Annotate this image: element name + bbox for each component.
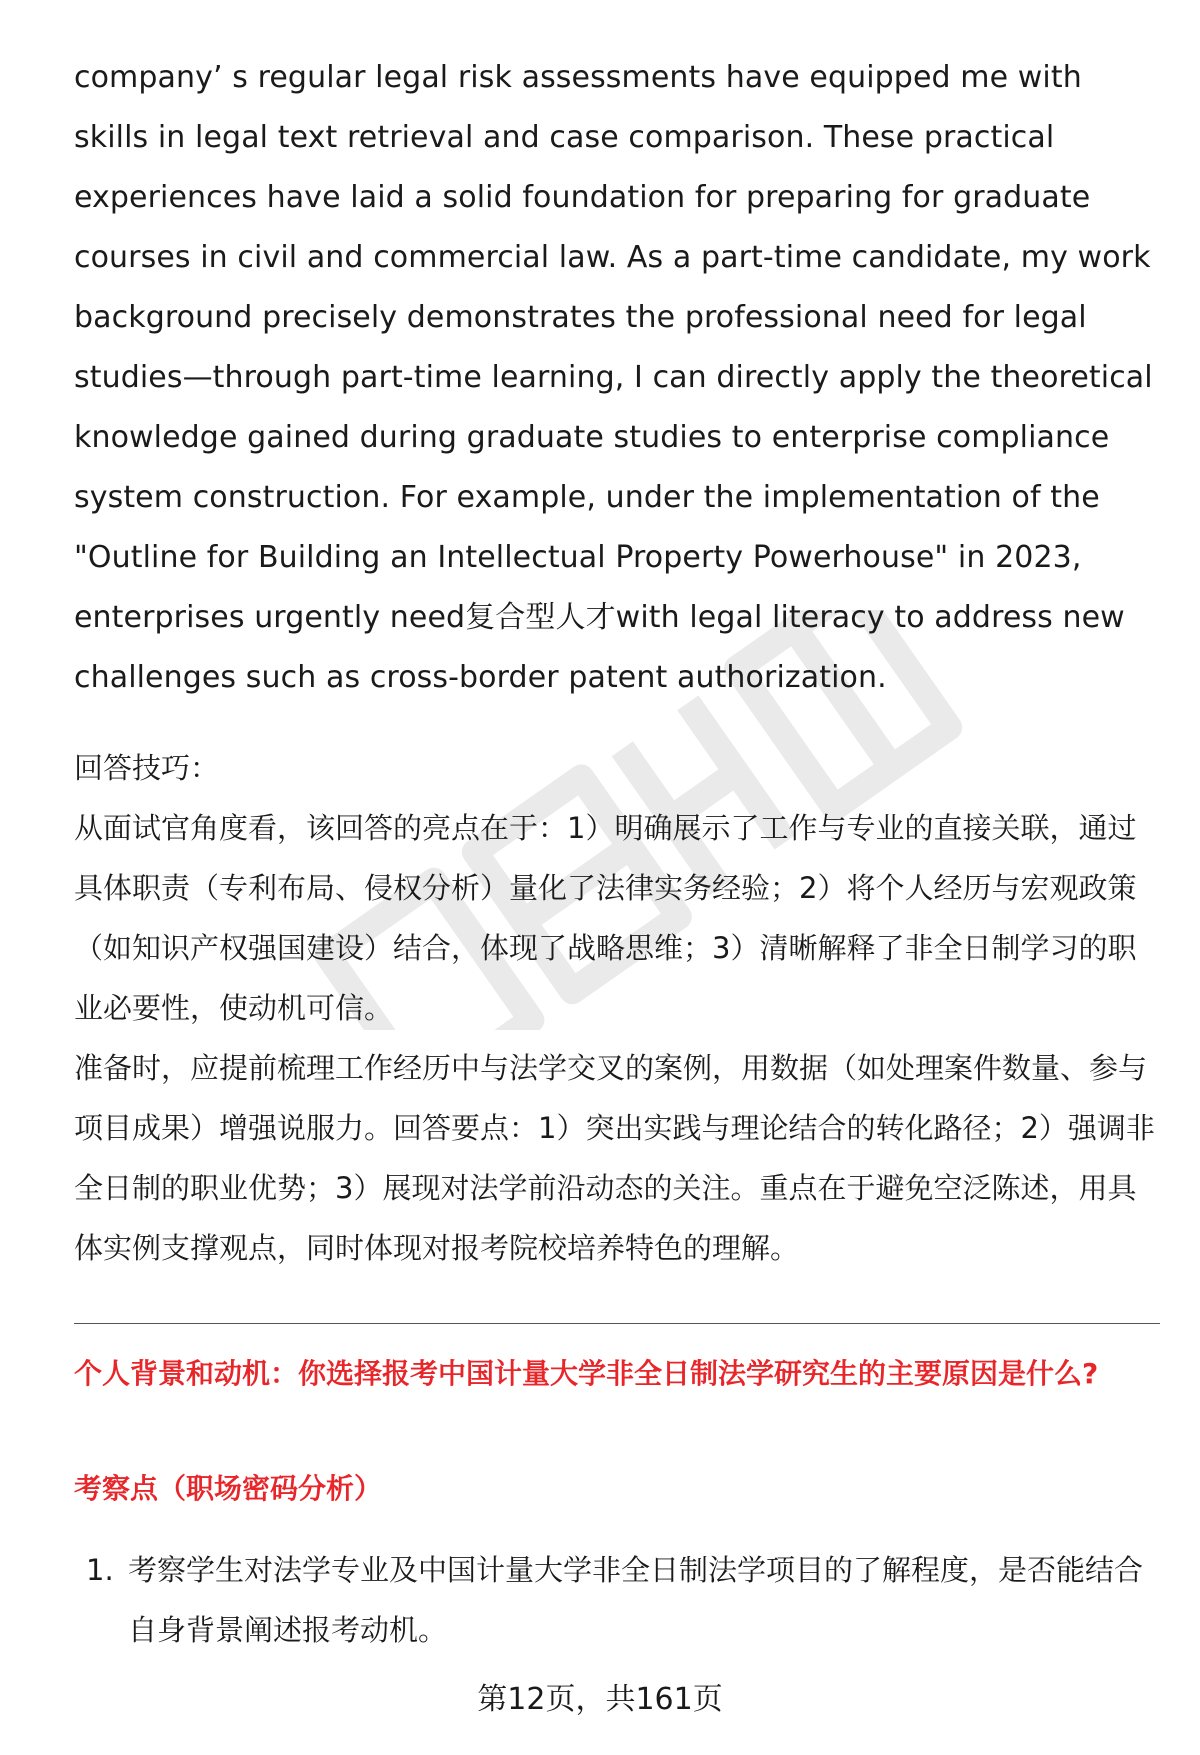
page-body — [74, 48, 1160, 1278]
tips-paragraph: 准备时，应提前梳理工作经历中与法学交叉的案例，用数据（如处理案件数量、参与项目成果）增强说服力。回答要点：1）突出实践与理论结合的转化路径；2）强调非全日制的职业优势；3）展现对法学前沿动态的关注。重点在于避免空泛陈述，用具体实例支撑观点，同时体现对报考院校培养特色的理解。 — [74, 1051, 1155, 1265]
question-heading: 个人背景和动机：你选择报考中国计量大学非全日制法学研究生的主要原因是什么? — [74, 1357, 1099, 1390]
tips-paragraph: 从面试官角度看，该回答的亮点在于：1）明确展示了工作与专业的直接关联，通过具体职责（专利布局、侵权分析）量化了法律实务经验；2）将个人经历与宏观政策（如知识产权强国建设）结合，体现了战略思维；3）清晰解释了非全日制学习的职业必要性，使动机可信。 — [74, 811, 1137, 1025]
body-paragraph: company’ s regular legal risk assessments have equipped me with skills in legal text retrieval and case comparison. These practical experiences have laid a solid foundation for preparing for graduate courses in civil and commercial law. As a part-time candidate, my work background precisely demonstrates the professional need for legal studies—through part-time learning, I can directly apply the theoretical knowledge gained during graduate studies to enterprise compliance system construction. For example, under the implementation of the "Outline for Building an Intellectual Property Powerhouse" in 2023, enterprises urgently need复合型人才with legal literacy to address new challenges such as cross-border patent authorization. — [74, 60, 1153, 695]
assessment-points-list — [74, 1540, 1160, 1660]
section-divider — [74, 1323, 1160, 1324]
page-number-footer: 第12页，共161页 — [477, 1682, 723, 1717]
assessment-subheading: 考察点（职场密码分析） — [74, 1472, 383, 1505]
tips-title: 回答技巧： — [74, 751, 220, 785]
list-item-text: 考察学生对法学专业及中国计量大学非全日制法学项目的了解程度，是否能结合自身背景阐述报考动机。 — [128, 1553, 1144, 1647]
list-item — [74, 1540, 1160, 1660]
list-item-number: 1. — [86, 1553, 114, 1587]
